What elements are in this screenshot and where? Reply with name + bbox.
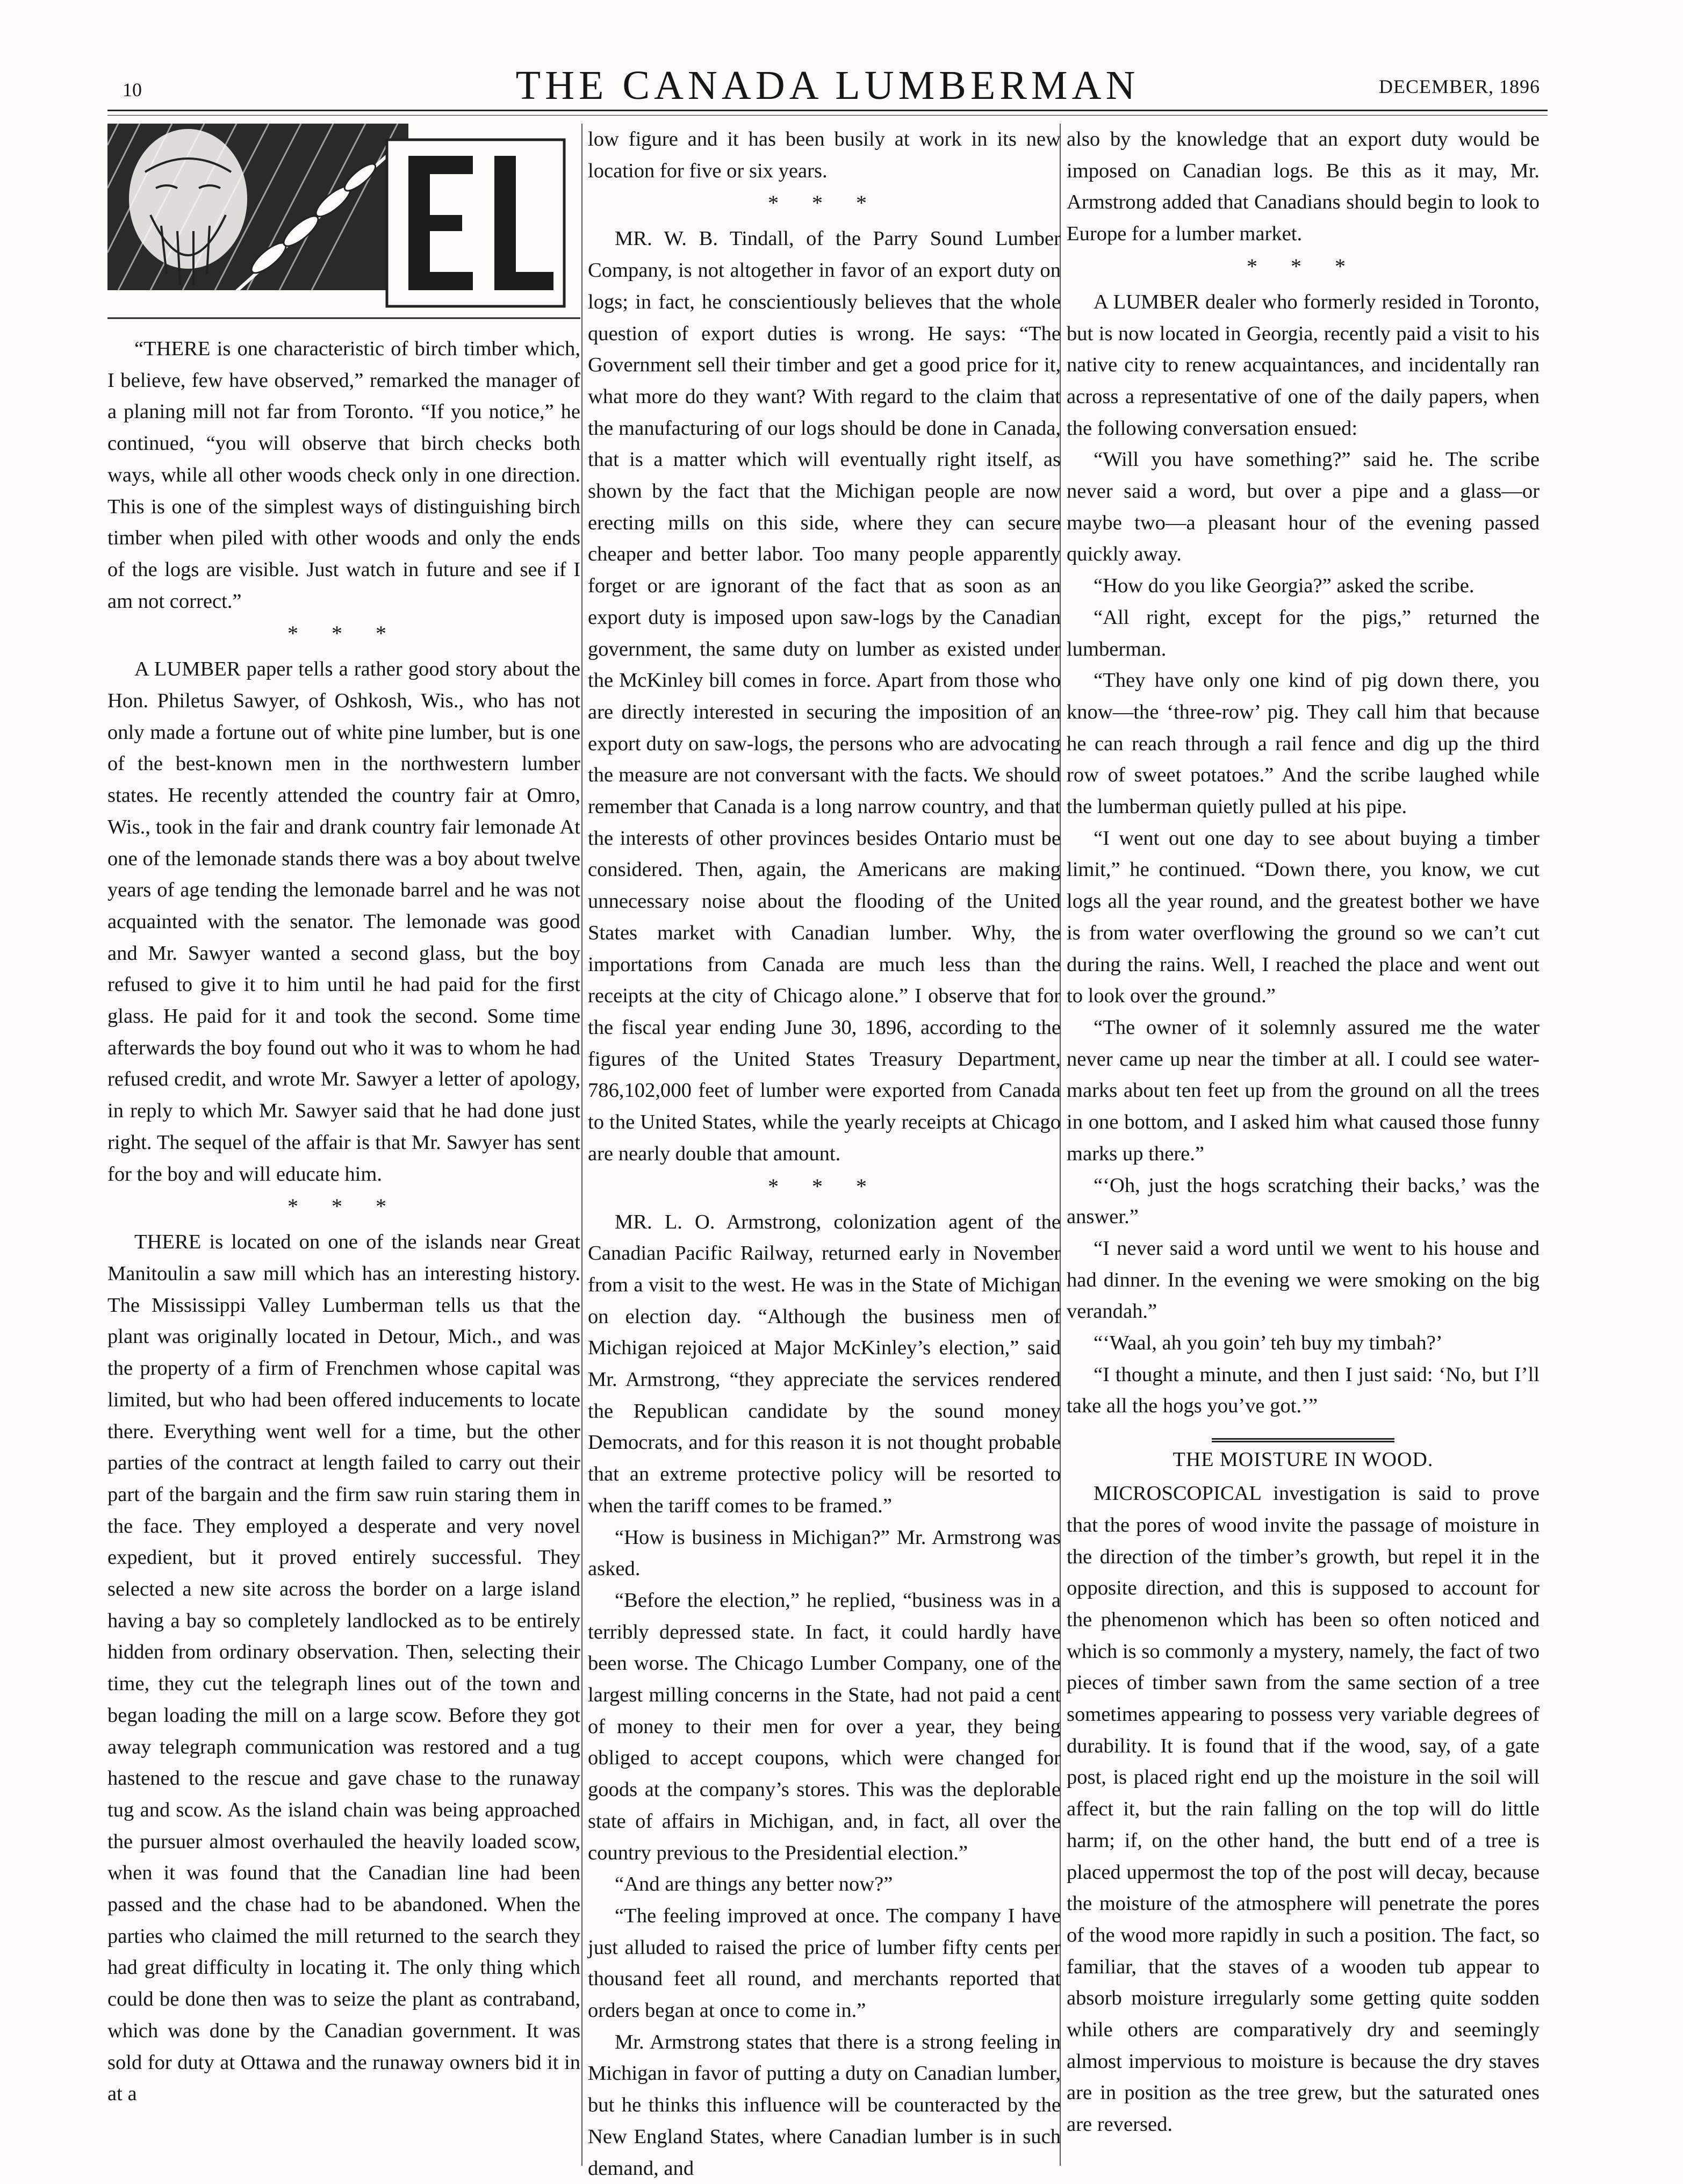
decorative-initial-woodcut-icon xyxy=(107,124,580,324)
article-paragraph: “The owner of it solemnly assured me the water never came up near the timber at all. I could see water-marks about ten feet up from the ground on all the trees in one bottom, and I asked him what caused those funny marks up there.” xyxy=(1067,1016,1540,1165)
article-paragraph: “How do you like Georgia?” asked the scribe. xyxy=(1094,574,1475,598)
article-paragraph: “I never said a word until we went to his house and had dinner. In the evening we were smoking on the big verandah.” xyxy=(1067,1237,1540,1323)
masthead xyxy=(107,60,1548,109)
article-paragraph: “‘Waal, ah you goin’ teh buy my timbah?’ xyxy=(1094,1332,1443,1355)
section-title: THE MOISTURE IN WOOD. xyxy=(1173,1448,1434,1471)
page-number: 10 xyxy=(123,79,142,100)
header-rule-bottom xyxy=(107,115,1548,116)
article-georgia-dealer: A LUMBER dealer who formerly resided in Toronto, but is now located in Georgia, recently paid a visit to his native city to renew acquaintances, and incidentally ran across a representative of one of the daily papers, when the following conversation ensued: xyxy=(1067,290,1540,440)
article-paragraph: “All right, except for the pigs,” returned the lumberman. xyxy=(1067,606,1540,660)
article-paragraph: “And are things any better now?” xyxy=(615,1873,893,1896)
column-1 xyxy=(107,124,580,2110)
header-rule-top xyxy=(107,110,1548,111)
section-divider: * * * xyxy=(1247,254,1360,278)
section-divider: * * * xyxy=(768,191,881,215)
issue-date: DECEMBER, 1896 xyxy=(1378,76,1540,97)
column-2 xyxy=(588,124,1061,2184)
article-paragraph: “The feeling improved at once. The company I have just alluded to raised the price of lumber fifty cents per thousand feet all round, and merchants reported that orders began at once to come in.” xyxy=(588,1904,1061,2022)
article-armstrong-continued: also by the knowledge that an export duty would be imposed on Canadian logs. Be this as it may, Mr. Armstrong added that Canadians should begin to look to Europe for a lumber market. xyxy=(1067,128,1540,246)
article-paragraph: “Before the election,” he replied, “business was in a terribly depressed state. In fact, it could hardly have been worse. The Chicago Lumber Company, one of the largest milling concerns in the State, had not paid a cent of money to their men for over a year, they being obliged to accept coupons, which were changed for goods at the company’s stores. This was the deplorable state of affairs in Michigan, and, in fact, all over the country previous to the Presidential election.” xyxy=(588,1589,1061,1864)
column-rule-1 xyxy=(581,124,582,2166)
article-armstrong-michigan: MR. L. O. Armstrong, colonization agent of the Canadian Pacific Railway, returned early in November from a visit to the west. He was in the State of Michigan on election day. “Although the business men of Michigan rejoiced at Major McKinley’s election,” said Mr. Armstrong, “they appreciate the services rendered the Republican candidate by the sound money Democrats, and for this reason it is not thought probable that an extreme protective policy will be resorted to when the tariff comes to be framed.” xyxy=(588,1210,1061,1517)
article-paragraph: “Will you have something?” said he. The scribe never said a word, but over a pipe and a glass—or maybe two—a pleasant hour of the evening passed quickly away. xyxy=(1067,448,1540,566)
publication-title: THE CANADA LUMBERMAN xyxy=(515,63,1140,108)
article-birch-timber: “THERE is one characteristic of birch timber which, I believe, few have observed,” remarked the manager of a planing mill not far from Toronto. “If you notice,” he continued, “you will observe that birch checks both ways, while all other woods check only in one direction. This is one of the simplest ways of distinguishing birch timber when piled with other woods and only the ends of the logs are visible. Just watch in future and see if I am not correct.” xyxy=(107,337,580,613)
article-manitoulin-mill-continued: low figure and it has been busily at work in its new location for five or six years. xyxy=(588,128,1061,182)
section-divider: * * * xyxy=(768,1174,881,1198)
article-paragraph: “I thought a minute, and then I just said: ‘No, but I’ll take all the hogs you’ve got.’” xyxy=(1067,1363,1540,1418)
heading-rule xyxy=(1212,1438,1394,1442)
section-divider: * * * xyxy=(287,621,400,646)
article-paragraph: “I went out one day to see about buying a timber limit,” he continued. “Down there, you know, we cut logs all the year round, and the greatest bother we have is from water overflowing the ground so we can’t cut during the rains. Well, I reached the place and went out to look over the ground.” xyxy=(1067,827,1540,1008)
section-divider: * * * xyxy=(287,1194,400,1219)
article-manitoulin-mill: THERE is located on one of the islands near Great Manitoulin a saw mill which has an interesting history. The Mississippi Valley Lumberman tells us that the plant was originally located in Detour, Mich., and was the property of a firm of Frenchmen whose capital was limited, but who had been offered inducements to locate there. Everything went well for a time, but the other parties of the contract at length failed to carry out their part of the bargain and the firm saw ruin staring them in the face. They employed a desperate and very novel expedient, but it proved entirely successful. They selected a new site across the border on a large island having a bay so completely landlocked as to be entirely hidden from ordinary observation. Then, selecting their time, they cut the telegraph lines out of the town and began loading the mill on a large scow. Before they got away telegraph communication was restored and a tug hastened to the rescue and gave chase to the runaway tug and scow. As the island chain was being approached the pursuer almost overhauled the heavily loaded scow, when it was found that the Canadian line had been passed and the chase had to be abandoned. When the parties who claimed the mill returned to the search they had great difficulty in locating it. The only thing which could be done then was to seize the plant as contraband, which was done by the Canadian government. It was sold for duty at Ottawa and the runaway owners bid it in at a xyxy=(107,1231,580,2106)
article-paragraph: “‘Oh, just the hogs scratching their backs,’ was the answer.” xyxy=(1067,1174,1540,1228)
column-3 xyxy=(1067,124,1540,2140)
article-tindall-export-duty: MR. W. B. Tindall, of the Parry Sound Lumber Company, is not altogether in favor of an export duty on logs; in fact, he conscientiously believes that the whole question of export duties is wrong. He says: “The Government sell their timber and get a good price for it, what more do they want? With regard to the claim that the manufacturing of our logs should be done in Canada, that is a matter which will eventually right itself, as shown by the fact that the Michigan people are now erecting mills on this side, where they can secure cheaper and better labor. Too many people apparently forget or are ignorant of the fact that as soon as an export duty is imposed upon saw-logs by the Canadian government, the same duty on lumber as existed under the McKinley bill comes in force. Apart from those who are directly interested in securing the imposition of an export duty on saw-logs, the persons who are advocating the measure are not conversant with the facts. We should remember that Canada is a long narrow country, and that the interests of other provinces besides Ontario must be considered. Then, again, the Americans are making unnecessary noise about the flooding of the United States market with Canadian lumber. Why, the importations from Canada are much less than the receipts at the city of Chicago alone.” I observe that for the fiscal year ending June 30, 1896, according to the figures of the United States Treasury Department, 786,102,000 feet of lumber were exported from Canada to the United States, while the yearly receipts at Chicago are nearly double that amount. xyxy=(588,227,1061,1165)
section-heading-block xyxy=(1067,1438,1540,1471)
article-paragraph: “How is business in Michigan?” Mr. Armstrong was asked. xyxy=(588,1526,1061,1580)
article-paragraph: Mr. Armstrong states that there is a strong feeling in Michigan in favor of putting a duty on Canadian lumber, but he thinks this influence will be counteracted by the New England States, where Canadian lumber is in such demand, and xyxy=(588,2030,1061,2180)
article-moisture-in-wood: MICROSCOPICAL investigation is said to prove that the pores of wood invite the passage of moisture in the direction of the timber’s growth, but repel it in the opposite direction, and this is supposed to account for the phenomenon which has been so often noticed and which is so commonly a mystery, namely, the fact of two pieces of timber sawn from the same section of a tree sometimes appearing to possess very variable degrees of durability. It is found that if the wood, say, of a gate post, is placed right end up the moisture in the soil will affect it, but the rain falling on the top will do little harm; if, on the other hand, the butt end of a tree is placed uppermost the top of the post will decay, because the moisture of the atmosphere will penetrate the pores of the wood more rapidly in such a position. The fact, so familiar, that the staves of a wooden tub appear to absorb moisture irregularly some getting quite sodden while others are comparatively dry and seemingly almost impervious to moisture is because the dry staves are in position as the tree grew, but the saturated ones are reversed. xyxy=(1067,1482,1540,2136)
article-sawyer-story: A LUMBER paper tells a rather good story about the Hon. Philetus Sawyer, of Oshkosh, Wis., who has not only made a fortune out of white pine lumber, but is one of the best-known men in the northwestern lumber states. He recently attended the country fair at Omro, Wis., took in the fair and drank country fair lemonade At one of the lemonade stands there was a boy about twelve years of age tending the lemonade barrel and he was not acquainted with the senator. The lemonade was good and Mr. Sawyer wanted a second glass, but the boy refused to give it to him until he had paid for the first glass. He paid for it and took the second. Some time afterwards the boy found out who it was to whom he had refused credit, and wrote Mr. Sawyer a letter of apology, in reply to which Mr. Sawyer said that he had done just right. The sequel of the affair is that Mr. Sawyer has sent for the boy and will educate him. xyxy=(107,658,580,1186)
article-paragraph: “They have only one kind of pig down there, you know—the ‘three-row’ pig. They call him that because he can reach through a rail fence and dig up the third row of sweet potatoes.” And the scribe laughed while the lumberman quietly pulled at his pipe. xyxy=(1067,669,1540,818)
